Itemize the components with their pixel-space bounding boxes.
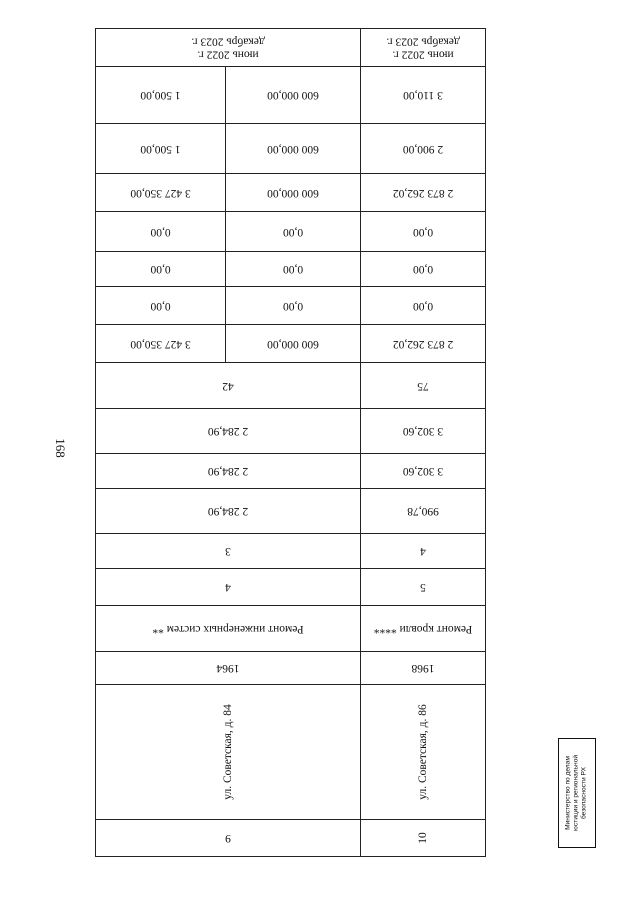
table-row [96,124,486,174]
cell-value: 42 [96,363,361,409]
address-cell-right: ул. Советская, д. 86 [361,685,486,820]
cell-value: 3 427 350,00 [96,325,226,363]
table-row [96,606,486,652]
registration-stamp [558,738,596,848]
cell-value: 75 [361,363,486,409]
table-row [96,363,486,409]
cell-value: 4 [361,534,486,569]
cell-value: 600 000,00 [226,174,361,212]
cell-value: 3 110,00 [361,67,486,124]
cell-value: 2 284,90 [96,454,361,489]
number-cell-left: 9 [96,820,361,857]
table-row [96,174,486,212]
table-row [96,489,486,534]
cell-value: 0,00 [96,212,226,252]
cell-value: 2 873 262,02 [361,325,486,363]
cell-value: 3 302,60 [361,409,486,454]
table-row [96,409,486,454]
cell-value: 2 900,00 [361,124,486,174]
table-row [96,534,486,569]
header-cell-left: июнь 2022 г. декабрь 2023 г. [96,29,361,67]
table-row [96,252,486,287]
data-table [95,28,486,857]
cell-value: 0,00 [226,212,361,252]
cell-value: 1964 [96,652,361,685]
cell-value: 990,78 [361,489,486,534]
cell-value: Ремонт кровли **** [361,606,486,652]
cell-value: 5 [361,569,486,606]
cell-value: 0,00 [361,212,486,252]
cell-value: 0,00 [361,252,486,287]
cell-value: 600 000,00 [226,124,361,174]
cell-value: 0,00 [226,252,361,287]
header-row [96,29,486,67]
stamp-line: Министерство по делам [564,756,572,830]
number-row [96,820,486,857]
cell-value: 1 500,00 [96,67,226,124]
stamp-line: юстиции и региональной [572,754,580,832]
table-row [96,212,486,252]
table-row [96,569,486,606]
cell-value: 3 [96,534,361,569]
stamp-line: безопасности РХ [581,767,589,820]
table-row [96,652,486,685]
cell-value: 0,00 [361,287,486,325]
table-row [96,325,486,363]
header-cell-right: июнь 2022 г. декабрь 2023 г. [361,29,486,67]
cell-value: 0,00 [226,287,361,325]
cell-value: 1968 [361,652,486,685]
cell-value: 4 [96,569,361,606]
cell-value: 3 427 350,00 [96,174,226,212]
cell-value: Ремонт инженерных систем ** [96,606,361,652]
cell-value: 1 500,00 [96,124,226,174]
cell-value: 2 284,90 [96,489,361,534]
number-cell-right: 10 [361,820,486,857]
cell-value: 2 873 262,02 [361,174,486,212]
cell-value: 0,00 [96,252,226,287]
cell-value: 600 000,00 [226,67,361,124]
cell-value: 0,00 [96,287,226,325]
address-cell-left: ул. Советская, д. 84 [96,685,361,820]
cell-value: 2 284,90 [96,409,361,454]
cell-value: 3 302,60 [361,454,486,489]
cell-value: 600 000,00 [226,325,361,363]
page-number: 168 [52,438,68,458]
table-row [96,287,486,325]
table-row [96,67,486,124]
table-row [96,454,486,489]
address-row [96,685,486,820]
